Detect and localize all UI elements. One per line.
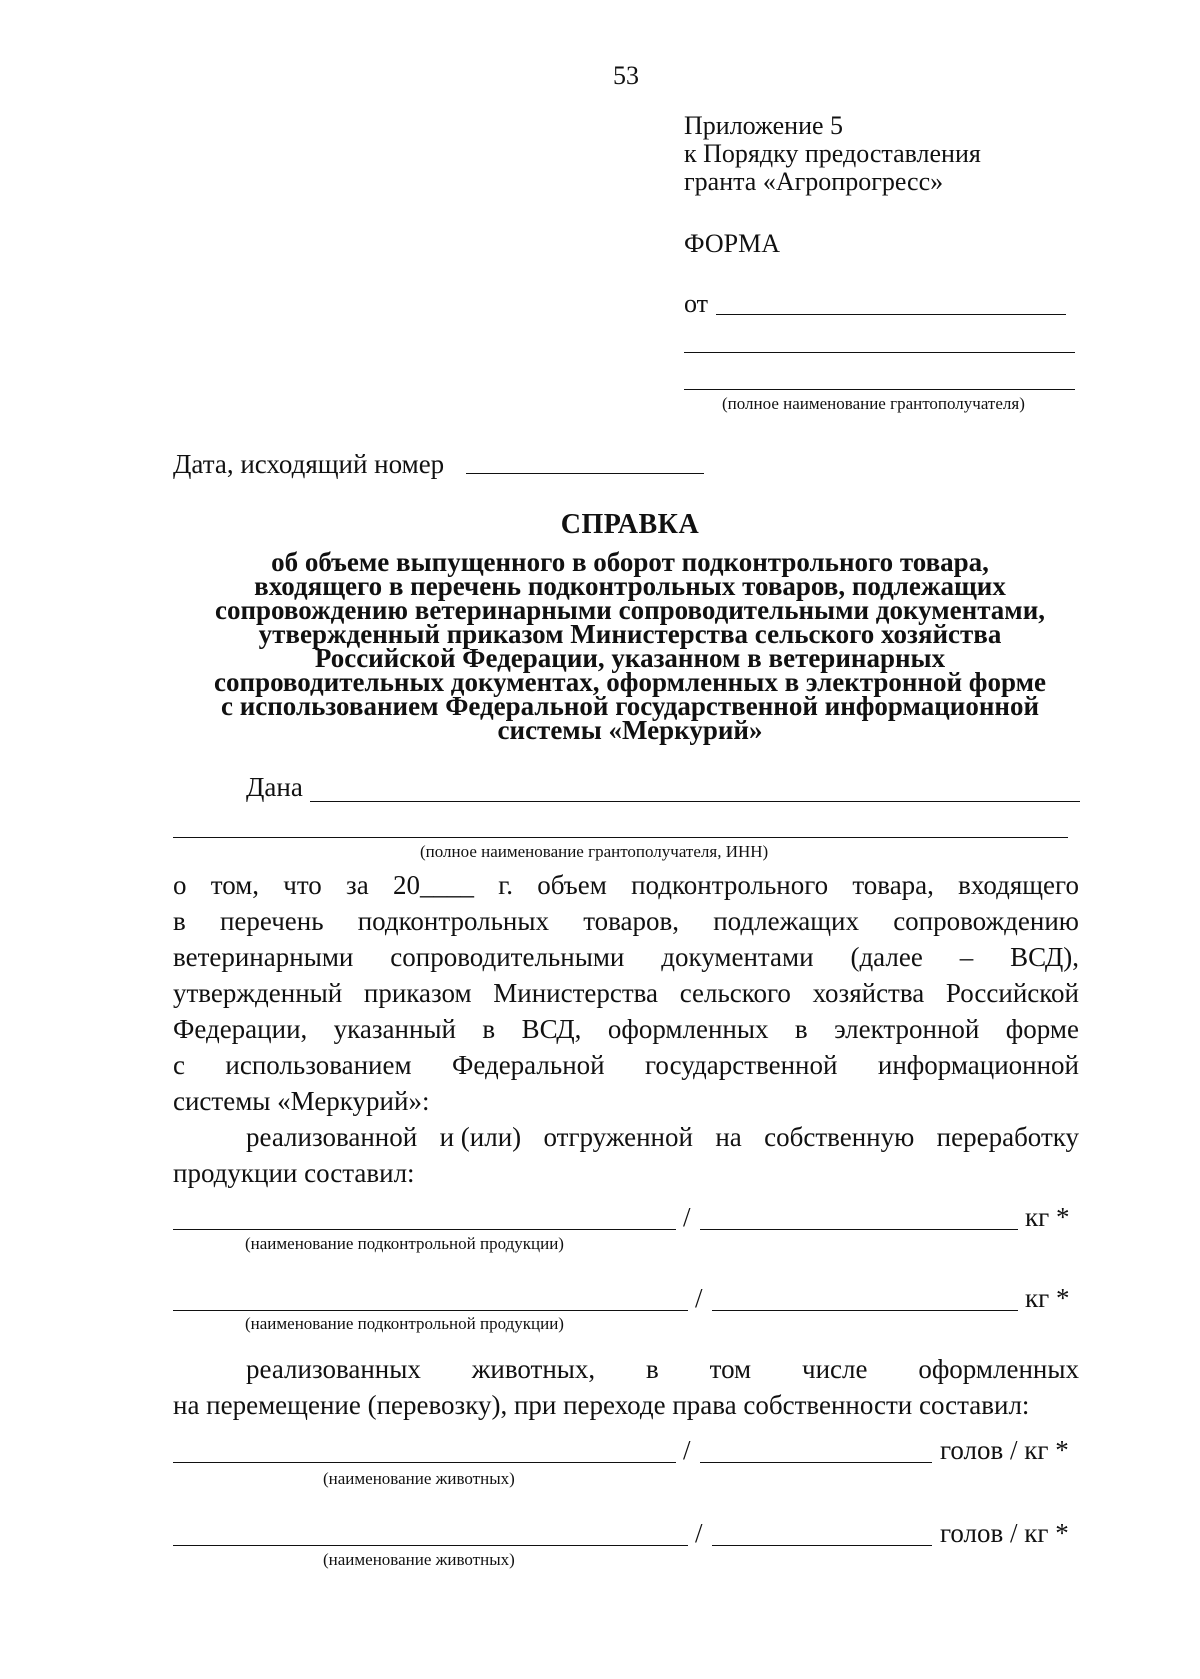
given-field-line[interactable] — [310, 801, 1080, 802]
word: животных, — [471, 1354, 596, 1384]
word: форме — [1005, 1014, 1079, 1044]
animal-caption-2: (наименование животных) — [323, 1550, 515, 1569]
body-line-5 — [173, 1012, 1079, 1046]
word: государственной — [645, 1050, 838, 1080]
product-unit-2: кг * — [1025, 1283, 1070, 1313]
animal-quantity-field-1[interactable] — [700, 1462, 932, 1463]
body-line-6 — [173, 1048, 1079, 1082]
animals-paragraph-line-1 — [246, 1352, 1079, 1386]
animal-unit-1: голов / кг * — [940, 1435, 1069, 1465]
body-line-1 — [173, 868, 1079, 902]
word: использованием — [225, 1050, 412, 1080]
subtitle-line: с использованием Федеральной государственной информационной — [220, 691, 1040, 721]
appendix-line-3: гранта «Агропрогресс» — [684, 167, 944, 196]
word: реализованной — [246, 1122, 418, 1152]
product-separator-1: / — [683, 1202, 691, 1232]
word: (далее — [850, 942, 923, 972]
word: том — [709, 1354, 752, 1384]
subtitle-line: Российской Федерации, указанном в ветеринарных — [314, 643, 946, 673]
subtitle-line: об объеме выпущенного в оборот подконтрольного товара, — [271, 547, 989, 577]
document-title: СПРАВКА — [560, 509, 700, 540]
word: ВСД, — [521, 1014, 582, 1044]
word: числе — [801, 1354, 868, 1384]
word: оформленных — [607, 1014, 769, 1044]
appendix-block — [684, 112, 981, 196]
word: что — [283, 870, 322, 900]
word: приказом — [363, 978, 472, 1008]
word: в — [646, 1354, 659, 1384]
animal-separator-1: / — [683, 1435, 691, 1465]
word: в — [482, 1014, 496, 1044]
body-line-3 — [173, 940, 1079, 974]
word: переработку — [936, 1122, 1079, 1152]
animal-unit-2: голов / кг * — [940, 1518, 1069, 1548]
word: документами — [661, 942, 814, 972]
word: г. — [498, 870, 513, 900]
word: подконтрольного — [631, 870, 829, 900]
word: товаров, — [583, 906, 680, 936]
product-quantity-field-2[interactable] — [712, 1310, 1018, 1311]
word: с — [173, 1050, 185, 1080]
word: в — [794, 1014, 808, 1044]
word: сопроводительными — [390, 942, 625, 972]
grantee-caption: (полное наименование грантополучателя) — [722, 394, 1025, 413]
appendix-line-2: к Порядку предоставления — [684, 139, 981, 168]
grantee-inn-caption: (полное наименование грантополучателя, ИНН) — [420, 842, 769, 861]
word: собственную — [764, 1122, 915, 1152]
word: сельского — [679, 978, 791, 1008]
products-paragraph-line-1 — [246, 1120, 1079, 1154]
word: подконтрольных — [357, 906, 549, 936]
from-label: от — [684, 289, 709, 318]
product-caption-1: (наименование подконтрольной продукции) — [245, 1234, 564, 1253]
word: Министерства — [493, 978, 659, 1008]
product-name-field-1[interactable] — [173, 1229, 676, 1230]
word: Федеральной — [452, 1050, 605, 1080]
word: на — [715, 1122, 742, 1152]
animal-quantity-field-2[interactable] — [712, 1545, 932, 1546]
word: указанный — [333, 1014, 457, 1044]
word: в — [173, 906, 186, 936]
animal-separator-2: / — [695, 1518, 703, 1548]
word: ветеринарными — [173, 942, 354, 972]
word: объем — [537, 870, 607, 900]
body-last-line: системы «Меркурий»: — [173, 1086, 430, 1116]
date-label: Дата, исходящий номер — [173, 449, 445, 479]
word: электронной — [834, 1014, 980, 1044]
word: Федерации, — [173, 1014, 308, 1044]
word: хозяйства — [812, 978, 925, 1008]
word: ВСД), — [1010, 942, 1079, 972]
word: том, — [210, 870, 260, 900]
product-unit-1: кг * — [1025, 1202, 1070, 1232]
grantee-field-line-1[interactable] — [684, 352, 1075, 353]
subtitle-line: системы «Меркурий» — [497, 715, 763, 745]
date-field-line[interactable] — [466, 473, 704, 474]
word: утвержденный — [173, 978, 343, 1008]
body-line-2 — [173, 904, 1079, 938]
year-field[interactable]: 20____ — [392, 870, 474, 900]
word: – — [959, 942, 974, 972]
subtitle-line: сопроводительных документах, оформленных в электронной форме — [214, 667, 1046, 697]
product-caption-2: (наименование подконтрольной продукции) — [245, 1314, 564, 1333]
document-subtitle — [150, 547, 1110, 745]
page-number: 53 — [613, 61, 639, 90]
subtitle-line: утвержденный приказом Министерства сельского хозяйства — [258, 619, 1002, 649]
word: входящего — [958, 870, 1079, 900]
word: товара, — [852, 870, 934, 900]
subtitle-line: входящего в перечень подконтрольных товаров, подлежащих — [254, 571, 1006, 601]
product-quantity-field-1[interactable] — [700, 1229, 1018, 1230]
word: Российской — [945, 978, 1079, 1008]
animal-name-field-2[interactable] — [173, 1545, 688, 1546]
animal-caption-1: (наименование животных) — [323, 1469, 515, 1488]
word: оформленных — [918, 1354, 1079, 1384]
animals-paragraph-line-2: на перемещение (перевозку), при переходе права собственности составил: — [173, 1390, 1030, 1420]
word: о — [173, 870, 187, 900]
word: сопровождению — [893, 906, 1079, 936]
word: реализованных — [246, 1354, 421, 1384]
appendix-line-1: Приложение 5 — [684, 111, 844, 140]
product-separator-2: / — [695, 1283, 703, 1313]
product-name-field-2[interactable] — [173, 1310, 688, 1311]
word: информационной — [877, 1050, 1079, 1080]
from-field-line[interactable] — [716, 314, 1066, 315]
given-label: Дана — [246, 772, 303, 802]
word: и (или) — [439, 1122, 522, 1152]
grantee-inn-field-line[interactable] — [173, 837, 1068, 838]
word: отгруженной — [543, 1122, 693, 1152]
grantee-field-line-2[interactable] — [684, 389, 1075, 390]
products-paragraph-line-2: продукции составил: — [173, 1158, 415, 1188]
subtitle-line: сопровождению ветеринарными сопроводительными документами, — [214, 595, 1046, 625]
form-label: ФОРМА — [684, 229, 780, 258]
word: подлежащих — [713, 906, 859, 936]
animal-name-field-1[interactable] — [173, 1462, 676, 1463]
body-line-4 — [173, 976, 1079, 1010]
word: перечень — [219, 906, 324, 936]
word: за — [346, 870, 369, 900]
